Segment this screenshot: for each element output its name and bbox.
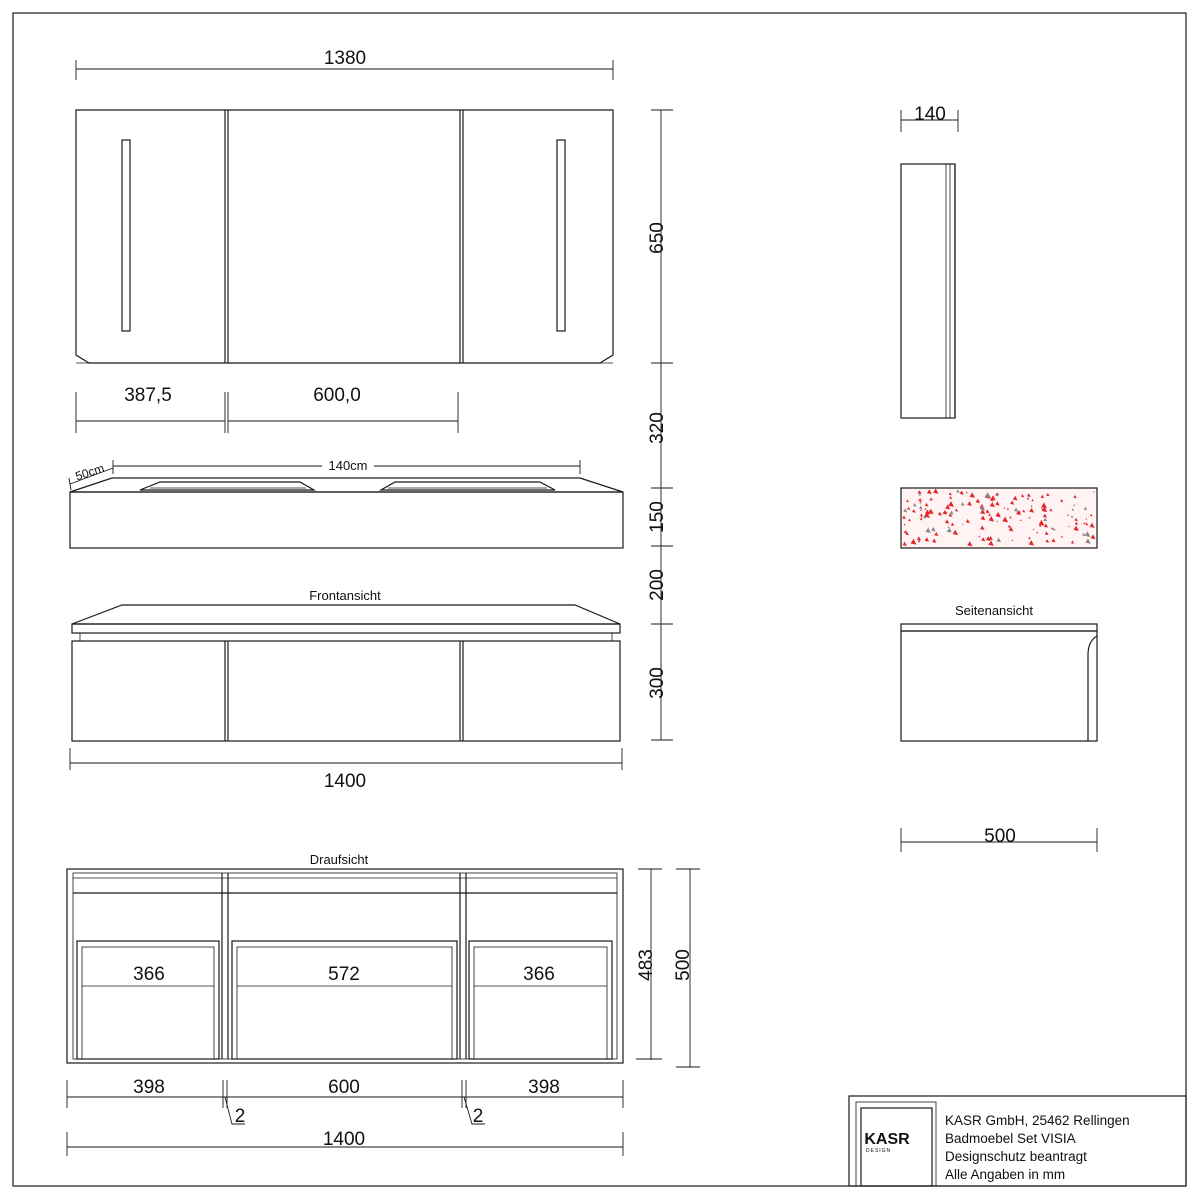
- led-strip-left: [122, 140, 130, 331]
- titleblock-line-1: KASR GmbH, 25462 Rellingen: [945, 1113, 1130, 1128]
- mirror-cabinet-side: [901, 104, 958, 418]
- washbasin-top: [69, 456, 623, 548]
- dim-gap-200: 200: [647, 569, 668, 601]
- top-view: [67, 852, 700, 1156]
- dim-inner-depth: 483: [636, 949, 657, 981]
- dim-base-left: 398: [133, 1077, 165, 1098]
- dim-mirror-width: 1380: [323, 48, 367, 69]
- dim-drawer-center: 572: [328, 964, 360, 985]
- dim-mirror-height: 650: [647, 222, 668, 254]
- dim-base-center: 600: [328, 1077, 360, 1098]
- dim-gap-right: 2: [472, 1106, 484, 1127]
- dim-mirror-depth: 140: [914, 104, 946, 125]
- dim-side-depth: 500: [984, 826, 1016, 847]
- logo-text: KASR: [864, 1131, 910, 1148]
- label-side-view: Seitenansicht: [954, 603, 1034, 618]
- dim-mirror-center: 600,0: [313, 385, 361, 406]
- titleblock-line-2: Badmoebel Set VISIA: [945, 1131, 1076, 1146]
- led-strip-right: [557, 140, 565, 331]
- dim-basin-width: 140cm: [328, 458, 368, 473]
- dim-top-width: 1400: [322, 1129, 366, 1150]
- logo-subtext: DESIGN: [866, 1148, 892, 1154]
- dim-drawer-right: 366: [523, 964, 555, 985]
- title-block: [849, 1096, 1186, 1186]
- label-top-view: Draufsicht: [309, 852, 369, 867]
- dim-gap-left: 2: [234, 1106, 246, 1127]
- dim-mirror-door: 387,5: [124, 385, 172, 406]
- front-view-cabinet: [70, 588, 622, 792]
- basin-side-speckled: [901, 488, 1097, 548]
- dim-drawer-left: 366: [133, 964, 165, 985]
- dim-front-width: 1400: [323, 771, 367, 792]
- dim-top-150: 150: [647, 501, 668, 533]
- mirror-cabinet-front: [76, 48, 613, 433]
- dim-base-right: 398: [528, 1077, 560, 1098]
- vertical-dimension-chain: [647, 110, 673, 740]
- titleblock-line-3: Designschutz beantragt: [945, 1149, 1087, 1164]
- titleblock-line-4: Alle Angaben in mm: [945, 1167, 1066, 1182]
- side-view-cabinet: [901, 603, 1097, 852]
- dim-basin-depth: 50cm: [73, 461, 106, 484]
- drawing-frame: [13, 13, 1186, 1186]
- dim-gap-320: 320: [647, 412, 668, 444]
- dim-cab-300: 300: [647, 667, 668, 699]
- dim-outer-depth: 500: [673, 949, 694, 981]
- label-front-view: Frontansicht: [309, 588, 381, 603]
